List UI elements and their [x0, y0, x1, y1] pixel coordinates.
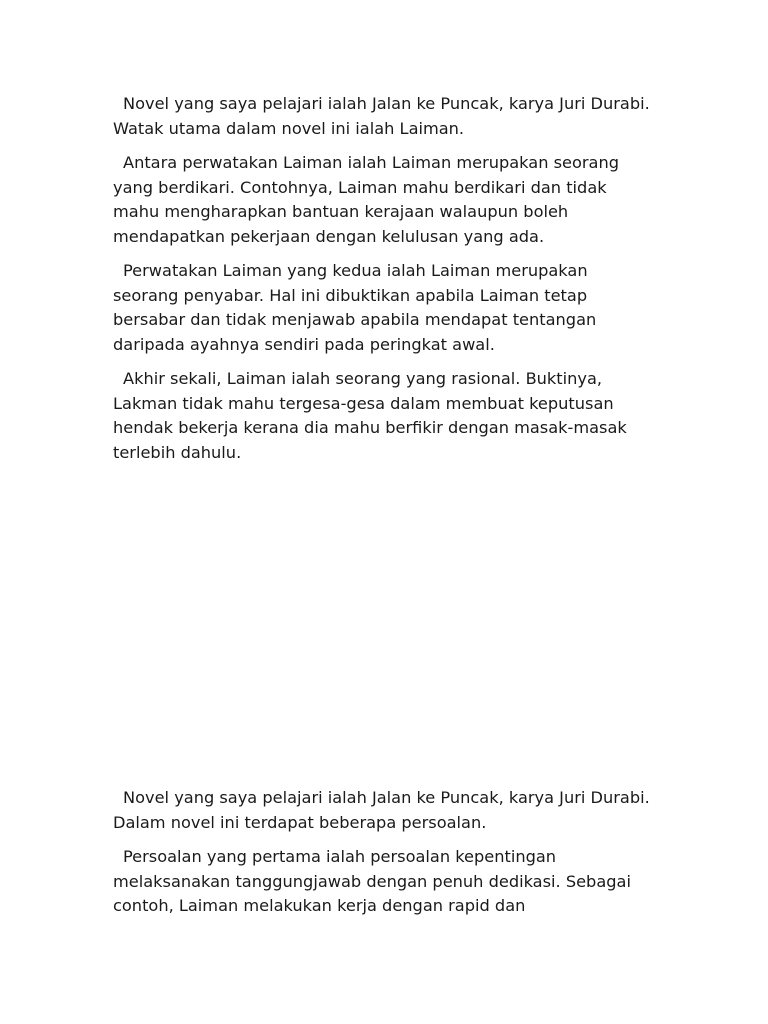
paragraph-intro: Novel yang saya pelajari ialah Jalan ke Puncak, karya Juri Durabi. Watak utama dalam novel ini ialah Laiman. [113, 94, 650, 138]
paragraph-trait-independent: Antara perwatakan Laiman ialah Laiman merupakan seorang yang berdikari. Contohnya, Laiman mahu berdikari dan tidak mahu mengharapkan bantuan kerajaan walaupun boleh mendapatkan pekerjaan dengan kelulusan yang ada. [113, 153, 620, 246]
paragraph-trait-patient: Perwatakan Laiman yang kedua ialah Laiman merupakan seorang penyabar. Hal ini dibuktikan apabila Laiman tetap bersabar dan tidak menjawab apabila mendapat tentangan daripada ayahnya sendiri pada peringkat awal. [113, 261, 597, 354]
paragraph-theme-responsibility: Persoalan yang pertama ialah persoalan kepentingan melaksanakan tanggungjawab dengan penuh dedikasi. Sebagai contoh, Laiman melakukan kerja dengan rapid dan [113, 847, 631, 915]
paragraph-trait-rational: Akhir sekali, Laiman ialah seorang yang rasional. Buktinya, Lakman tidak mahu tergesa-gesa dalam membuat keputusan hendak bekerja kerana dia mahu berfikir dengan masak-masak terlebih dahulu. [113, 369, 627, 462]
essay-section-themes [113, 786, 653, 929]
paragraph-intro: Novel yang saya pelajari ialah Jalan ke Puncak, karya Juri Durabi. Dalam novel ini terdapat beberapa persoalan. [113, 788, 650, 832]
essay-section-characters [113, 92, 653, 475]
